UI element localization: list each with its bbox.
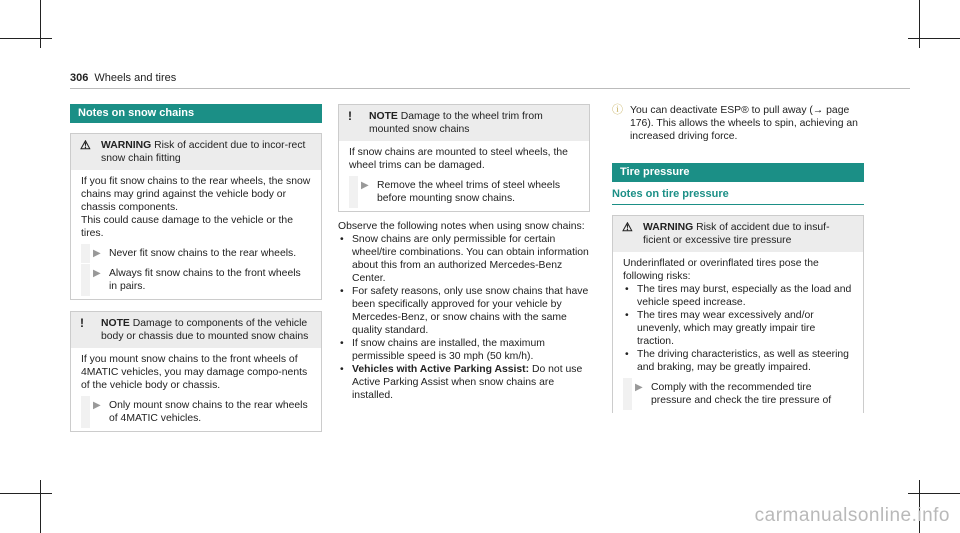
crop-mark <box>40 480 41 533</box>
page-title: Wheels and tires <box>94 72 177 84</box>
bullet-item: • If snow chains are installed, the maximum permissible speed is 30 mph (50 km/h). <box>338 337 590 363</box>
warning-header <box>613 216 863 252</box>
page-number: 306 <box>70 72 89 84</box>
step-item <box>81 247 311 260</box>
note-body-text: If you mount snow chains to the front wheels of 4MATIC vehicles, you may damage compo-nents of the vehicle body or chassis. <box>81 354 308 391</box>
page-header <box>70 72 176 84</box>
note-box <box>338 104 590 212</box>
header-rule <box>70 88 910 89</box>
step-item <box>349 179 579 205</box>
step-text: Comply with the recommended tire pressure and check the tire pressure of <box>651 382 832 406</box>
note-header <box>339 105 589 141</box>
watermark: carmanualsonline.info <box>754 505 950 526</box>
info-note <box>612 104 864 143</box>
warning-body-text-2: This could cause damage to the vehicle or the tires. <box>81 215 293 239</box>
warning-body <box>613 252 863 413</box>
warning-text: Risk of accident due to incor-rect snow chain fitting <box>101 140 306 164</box>
note-text: Damage to components of the vehicle body or chassis due to mounted snow chains <box>101 318 309 342</box>
step-bar <box>81 264 90 296</box>
exclamation-icon: ! <box>348 109 352 123</box>
exclamation-icon: ! <box>80 316 84 330</box>
arrow-icon: ▶ <box>93 268 101 279</box>
info-text: You can deactivate ESP® to pull away (→ page 176). This allows the wheels to spin, achieving an increased driving force. <box>630 105 858 142</box>
subsection-rule <box>612 204 864 205</box>
warning-body <box>71 170 321 299</box>
bullet-item <box>338 363 590 402</box>
arrow-icon: ▶ <box>93 400 101 411</box>
step-item <box>81 399 311 425</box>
step-item <box>623 381 853 407</box>
step-bar <box>81 244 90 263</box>
step-text: Only mount snow chains to the rear wheels of 4MATIC vehicles. <box>109 400 308 424</box>
crop-mark <box>908 38 960 39</box>
intro-text: Observe the following notes when using snow chains: <box>338 221 585 232</box>
bullet-item: • For safety reasons, only use snow chains that have been specifically approved for your vehicle by Mercedes-Benz, or snow chains with the same quality standard. <box>338 285 590 337</box>
step-item <box>81 267 311 293</box>
crop-mark <box>0 38 52 39</box>
note-box <box>70 311 322 432</box>
crop-mark <box>40 0 41 48</box>
warning-box <box>70 133 322 300</box>
step-bar <box>81 396 90 428</box>
arrow-icon: ▶ <box>93 248 101 259</box>
bullet-item: • The driving characteristics, as well as steering and braking, may be greatly impaired. <box>623 348 853 374</box>
note-label: NOTE <box>101 318 130 329</box>
warning-icon: ⚠ <box>622 220 633 234</box>
crop-mark <box>0 493 52 494</box>
warning-icon: ⚠ <box>80 138 91 152</box>
arrow-icon: ▶ <box>361 180 369 191</box>
column-2 <box>338 104 590 402</box>
warning-intro: Underinflated or overinflated tires pose the following risks: <box>623 258 819 282</box>
bullet-bold-text: Vehicles with Active Parking Assist: <box>352 364 530 375</box>
warning-text: Risk of accident due to insuf-ficient or excessive tire pressure <box>643 222 830 246</box>
warning-header <box>71 134 321 170</box>
warning-body-text: If you fit snow chains to the rear wheels, the snow chains may grind against the vehicle body or chassis components. <box>81 176 311 213</box>
step-text: Remove the wheel trims of steel wheels before mounting snow chains. <box>377 180 561 204</box>
step-bar <box>623 378 632 410</box>
note-body-text: If snow chains are mounted to steel wheels, the wheel trims can be damaged. <box>349 147 568 171</box>
warning-label: WARNING <box>101 140 152 151</box>
warning-label: WARNING <box>643 222 694 233</box>
note-body <box>339 141 589 211</box>
section-title: Tire pressure <box>612 163 864 182</box>
bullet-item: • The tires may wear excessively and/or unevenly, which may greatly impair tire traction. <box>623 309 853 348</box>
crop-mark <box>919 0 920 48</box>
info-icon: ⓘ <box>612 104 623 116</box>
arrow-icon: ▶ <box>635 382 643 393</box>
note-label: NOTE <box>369 111 398 122</box>
step-bar <box>349 176 358 208</box>
column-1 <box>70 104 322 432</box>
subsection-title: Notes on tire pressure <box>612 188 729 200</box>
step-text: Never fit snow chains to the rear wheels. <box>109 248 297 259</box>
note-text: Damage to the wheel trim from mounted snow chains <box>369 111 543 135</box>
column-3 <box>612 104 864 413</box>
section-title: Notes on snow chains <box>70 104 322 123</box>
bullet-item: • Snow chains are only permissible for certain wheel/tire combinations. You can obtain information about this from an authorized Mercedes-Benz Center. <box>338 233 590 285</box>
crop-mark <box>908 493 960 494</box>
bullet-item: • The tires may burst, especially as the load and vehicle speed increase. <box>623 283 853 309</box>
step-text: Always fit snow chains to the front wheels in pairs. <box>109 268 301 292</box>
warning-box <box>612 215 864 413</box>
note-body <box>71 348 321 431</box>
bullet-text: Do not use Active Parking Assist when snow chains are installed. <box>352 364 583 401</box>
note-header <box>71 312 321 348</box>
